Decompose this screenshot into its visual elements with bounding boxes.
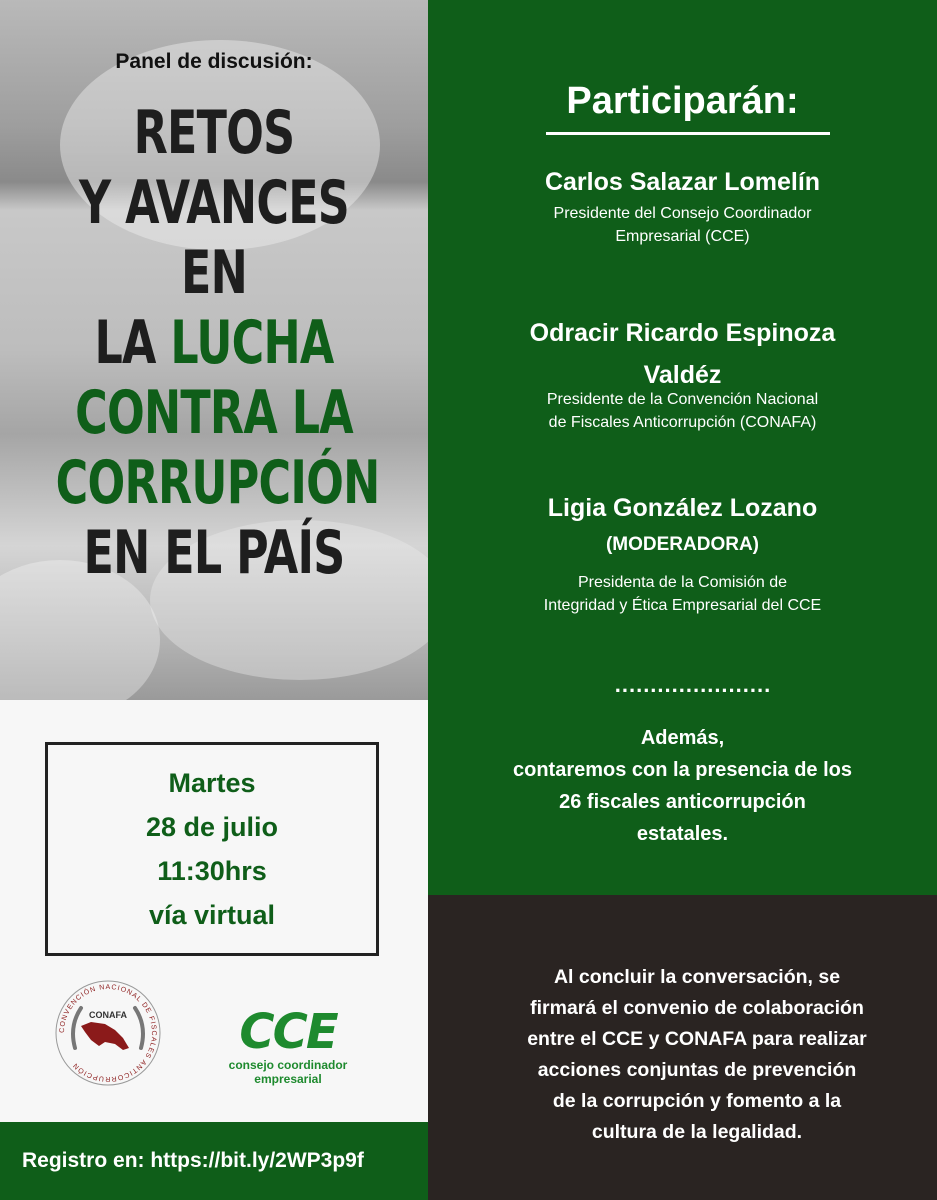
event-date-box: [45, 742, 379, 956]
participant-role: Presidente del Consejo Coordinador Empresarial (CCE): [553, 205, 812, 245]
conafa-logo: [53, 978, 163, 1088]
title-line: Y AVANCES EN: [78, 168, 350, 308]
registration-banner[interactable]: [0, 1122, 468, 1200]
registration-link[interactable]: Registro en: https://bit.ly/2WP3p9f: [22, 1149, 364, 1172]
participants-title: Participarán:: [566, 80, 799, 122]
event-day: Martes: [168, 768, 256, 798]
cce-logo: [213, 1004, 363, 1086]
title-line: LA LUCHA: [94, 308, 334, 378]
conafa-ring-text: CONVENCIÓN NACIONAL DE FISCALES ANTICORRUPCIÓN: [58, 983, 158, 1083]
title-line: CONTRA LA: [75, 378, 353, 448]
participant-name: Odracir Ricardo Espinoza Valdéz: [529, 319, 836, 389]
title-line: EN EL PAÍS: [83, 518, 345, 588]
mexico-map-icon: [81, 1022, 129, 1050]
title-line: CORRUPCIÓN: [55, 448, 380, 518]
closing-text: Al concluir la conversación, se firmará el convenio de colaboración entre el CCE y CONAFA para realizar acciones conjuntas de prevención de la corrupción y fomento a la cultura de la legalidad.: [527, 966, 867, 1143]
event-title: [55, 98, 380, 588]
participant-name: Carlos Salazar Lomelín: [544, 168, 821, 196]
event-date: 28 de julio: [145, 812, 279, 842]
moderator-tag: (MODERADORA): [605, 534, 760, 555]
additional-note: Además, contaremos con la presencia de los 26 fiscales anticorrupción estatales.: [512, 727, 852, 845]
participant-role: Presidente de la Convención Nacional de Fiscales Anticorrupción (CONAFA): [546, 391, 819, 431]
dotted-separator: ......................: [614, 672, 772, 692]
participant-role: Presidenta de la Comisión de Integridad y Ética Empresarial del CCE: [543, 574, 822, 614]
conafa-label: CONAFA: [89, 1010, 127, 1020]
cce-label: consejo coordinador empresarial: [228, 1058, 348, 1086]
event-mode: vía virtual: [148, 900, 276, 930]
event-time: 11:30hrs: [157, 856, 267, 886]
participant-name: Ligia González Lozano: [547, 494, 818, 522]
panel-label: Panel de discusión:: [115, 50, 313, 73]
title-line: RETOS: [133, 98, 295, 168]
cce-mark: CCE: [239, 1004, 337, 1060]
title-underline: [546, 132, 830, 135]
